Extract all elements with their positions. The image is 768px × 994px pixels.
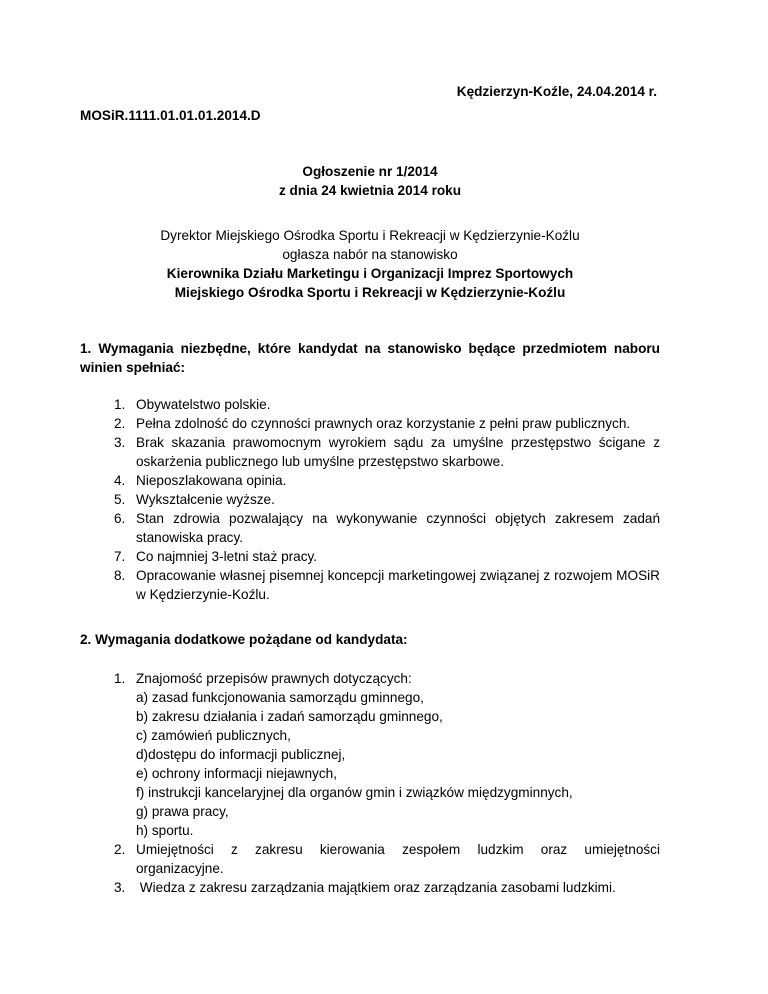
section-2-heading: 2. Wymagania dodatkowe pożądane od kandydata:	[80, 632, 408, 647]
intro-announces: ogłasza nabór na stanowisko	[282, 247, 458, 262]
intro-director: Dyrektor Miejskiego Ośrodka Sportu i Rekreacji w Kędzierzynie-Koźlu	[160, 228, 580, 243]
sub-item: h) sportu.	[136, 823, 194, 838]
sub-item: f) instrukcji kancelaryjnej dla organów gmin i związków międzygminnych,	[136, 785, 573, 800]
section-2-list	[80, 669, 660, 897]
sub-item: a) zasad funkcjonowania samorządu gminnego,	[136, 690, 424, 705]
sub-item: d)dostępu do informacji publicznej,	[136, 747, 346, 762]
list-item: 3. Brak skazania prawomocnym wyrokiem sądu za umyślne przestępstwo ścigane z oskarżenia publicznego lub umyślne przestępstwo skarbowe.	[114, 435, 660, 469]
list-item: 2. Pełna zdolność do czynności prawnych oraz korzystanie z pełni praw publicznych.	[114, 416, 631, 431]
sub-item: b) zakresu działania i zadań samorządu gminnego,	[136, 709, 443, 724]
list-item: 6. Stan zdrowia pozwalający na wykonywanie czynności objętych zakresem zadań stanowiska pracy.	[114, 511, 660, 545]
list-item: 4. Nieposzlakowana opinia.	[114, 473, 287, 488]
list-item: 7. Co najmniej 3-letni staż pracy.	[114, 549, 318, 564]
list-item: 2. Umiejętności z zakresu kierowania zespołem ludzkim oraz umiejętności organizacyjne.	[114, 842, 660, 876]
announcement-title	[80, 162, 660, 200]
list-item: 8. Opracowanie własnej pisemnej koncepcji marketingowej związanej z rozwojem MOSiR w Kędzierzynie-Koźlu.	[114, 568, 660, 602]
list-item: 5. Wykształcenie wyższe.	[114, 492, 275, 507]
intro-institution: Miejskiego Ośrodka Sportu i Rekreacji w Kędzierzynie-Koźlu	[174, 285, 566, 300]
list-item: 1. Znajomość przepisów prawnych dotyczących: a) zasad funkcjonowania samorządu gminnego, b) zakresu działania i zadań samorządu gminnego, c) zamówień publicznych, d)dostępu do informacji publicznej, e) ochrony informacji niejawnych, f) instrukcji kancelaryjnej dla organów gmin i związków międzygminnych, g) prawa pracy, h) sportu.	[80, 669, 660, 840]
sub-item: c) zamówień publicznych,	[136, 728, 291, 743]
section-1-list	[80, 395, 660, 604]
sub-item: e) ochrony informacji niejawnych,	[136, 766, 337, 781]
list-item: 1. Obywatelstwo polskie.	[114, 397, 271, 412]
sub-item: g) prawa pracy,	[136, 804, 229, 819]
reference-number: MOSiR.1111.01.01.01.2014.D	[80, 108, 261, 123]
list-item: 3. Wiedza z zakresu zarządzania majątkiem oraz zarządzania zasobami ludzkimi.	[114, 880, 616, 895]
intro-position: Kierownika Działu Marketingu i Organizacji Imprez Sportowych	[166, 266, 574, 281]
announcement-date: z dnia 24 kwietnia 2014 roku	[278, 183, 462, 198]
announcement-intro	[80, 226, 660, 302]
section-1-heading: 1. Wymagania niezbędne, które kandydat na stanowisko będące przedmiotem naboru winien spełniać:	[80, 341, 660, 375]
place-date: Kędzierzyn-Koźle, 24.04.2014 r.	[456, 84, 657, 99]
announcement-number: Ogłoszenie nr 1/2014	[302, 164, 438, 179]
